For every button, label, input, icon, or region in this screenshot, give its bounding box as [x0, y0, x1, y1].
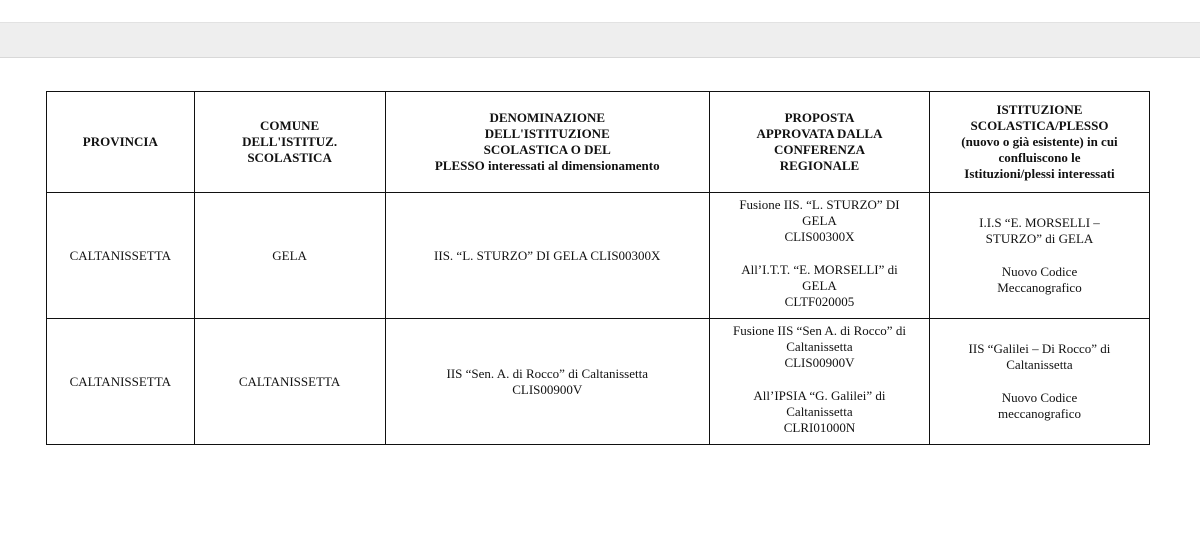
- cell-comune: CALTANISSETTA: [194, 319, 385, 445]
- header-denominazione: DENOMINAZIONE DELL'ISTITUZIONE SCOLASTICA O DEL PLESSO interessati al dimensionamento: [385, 92, 709, 193]
- cell-denominazione: IIS “Sen. A. di Rocco” di Caltanissetta CLIS00900V: [385, 319, 709, 445]
- cell-provincia: CALTANISSETTA: [47, 193, 195, 319]
- cell-comune: GELA: [194, 193, 385, 319]
- header-istituzione: ISTITUZIONE SCOLASTICA/PLESSO (nuovo o già esistente) in cui confluiscono le Istituzioni/plessi interessati: [929, 92, 1149, 193]
- header-provincia: PROVINCIA: [47, 92, 195, 193]
- dimensionamento-table: [46, 91, 1150, 445]
- table-header-row: [47, 92, 1150, 193]
- cell-istituzione: I.I.S “E. MORSELLI – STURZO” di GELA Nuovo Codice Meccanografico: [929, 193, 1149, 319]
- viewer-toolbar: [0, 22, 1200, 58]
- table-row: [47, 319, 1150, 445]
- cell-provincia: CALTANISSETTA: [47, 319, 195, 445]
- cell-denominazione: IIS. “L. STURZO” DI GELA CLIS00300X: [385, 193, 709, 319]
- cell-proposta: Fusione IIS. “L. STURZO” DI GELA CLIS00300X All’I.T.T. “E. MORSELLI” di GELA CLTF020005: [709, 193, 929, 319]
- header-comune: COMUNE DELL'ISTITUZ. SCOLASTICA: [194, 92, 385, 193]
- header-proposta: PROPOSTA APPROVATA DALLA CONFERENZA REGIONALE: [709, 92, 929, 193]
- cell-istituzione: IIS “Galilei – Di Rocco” di Caltanissetta Nuovo Codice meccanografico: [929, 319, 1149, 445]
- cell-proposta: Fusione IIS “Sen A. di Rocco” di Caltanissetta CLIS00900V All’IPSIA “G. Galilei” di Caltanissetta CLRI01000N: [709, 319, 929, 445]
- table-row: [47, 193, 1150, 319]
